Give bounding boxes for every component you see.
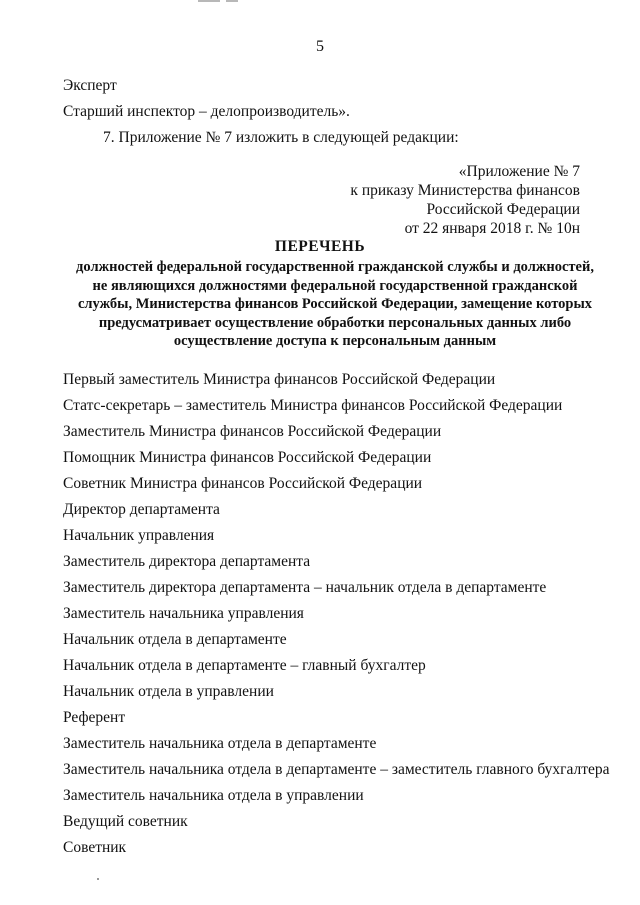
scan-artifact (226, 0, 238, 2)
appendix-header-line: Российской Федерации (426, 201, 580, 218)
page-number: 5 (316, 38, 324, 55)
list-item: Первый заместитель Министра финансов Российской Федерации (63, 371, 496, 388)
list-item: Ведущий советник (63, 813, 188, 830)
list-item: Начальник отдела в департаменте (63, 631, 287, 648)
subtitle-line: осуществление доступа к персональным данным (173, 333, 497, 349)
appendix-header-line: «Приложение № 7 (458, 163, 580, 180)
list-item: Советник (63, 839, 127, 856)
intro-line-expert: Эксперт (63, 77, 117, 94)
list-item: Начальник управления (63, 527, 215, 544)
document-subtitle (55, 258, 615, 351)
list-item: Заместитель начальника отдела в департаменте – заместитель главного бухгалтера (63, 761, 610, 778)
amendment-instruction: 7. Приложение № 7 изложить в следующей редакции: (103, 129, 459, 146)
list-item: Референт (63, 709, 126, 726)
document-title: ПЕРЕЧЕНЬ (274, 238, 366, 255)
list-item: Заместитель директора департамента (63, 553, 311, 570)
positions-list (63, 371, 610, 865)
list-item: Заместитель Министра финансов Российской Федерации (63, 423, 442, 440)
list-item: Начальник отдела в департаменте – главный бухгалтер (63, 657, 426, 674)
scan-artifact (198, 0, 220, 2)
list-item: Заместитель начальника отдела в департаменте (63, 735, 377, 752)
list-item: Статс-секретарь – заместитель Министра финансов Российской Федерации (63, 397, 563, 414)
appendix-header-line: к приказу Министерства финансов (350, 182, 580, 199)
appendix-header-line: от 22 января 2018 г. № 10н (404, 220, 580, 237)
list-item: Директор департамента (63, 501, 220, 518)
subtitle-line: предусматривает осуществление обработки персональных данных либо (98, 314, 572, 331)
subtitle-line: должностей федеральной государственной гражданской службы и должностей, (76, 259, 594, 275)
list-item: Заместитель начальника управления (63, 605, 304, 622)
list-item: Заместитель директора департамента – начальник отдела в департаменте (63, 579, 547, 596)
list-item: Советник Министра финансов Российской Федерации (63, 475, 423, 492)
scan-speck (97, 878, 99, 880)
subtitle-line: не являющихся должностями федеральной государственной гражданской (92, 277, 578, 294)
intro-line-senior-inspector: Старший инспектор – делопроизводитель». (63, 103, 350, 120)
list-item: Заместитель начальника отдела в управлении (63, 787, 364, 804)
subtitle-line: службы, Министерства финансов Российской Федерации, замещение которых (77, 296, 593, 312)
list-item: Начальник отдела в управлении (63, 683, 274, 700)
appendix-header (330, 162, 580, 238)
list-item: Помощник Министра финансов Российской Федерации (63, 449, 432, 466)
